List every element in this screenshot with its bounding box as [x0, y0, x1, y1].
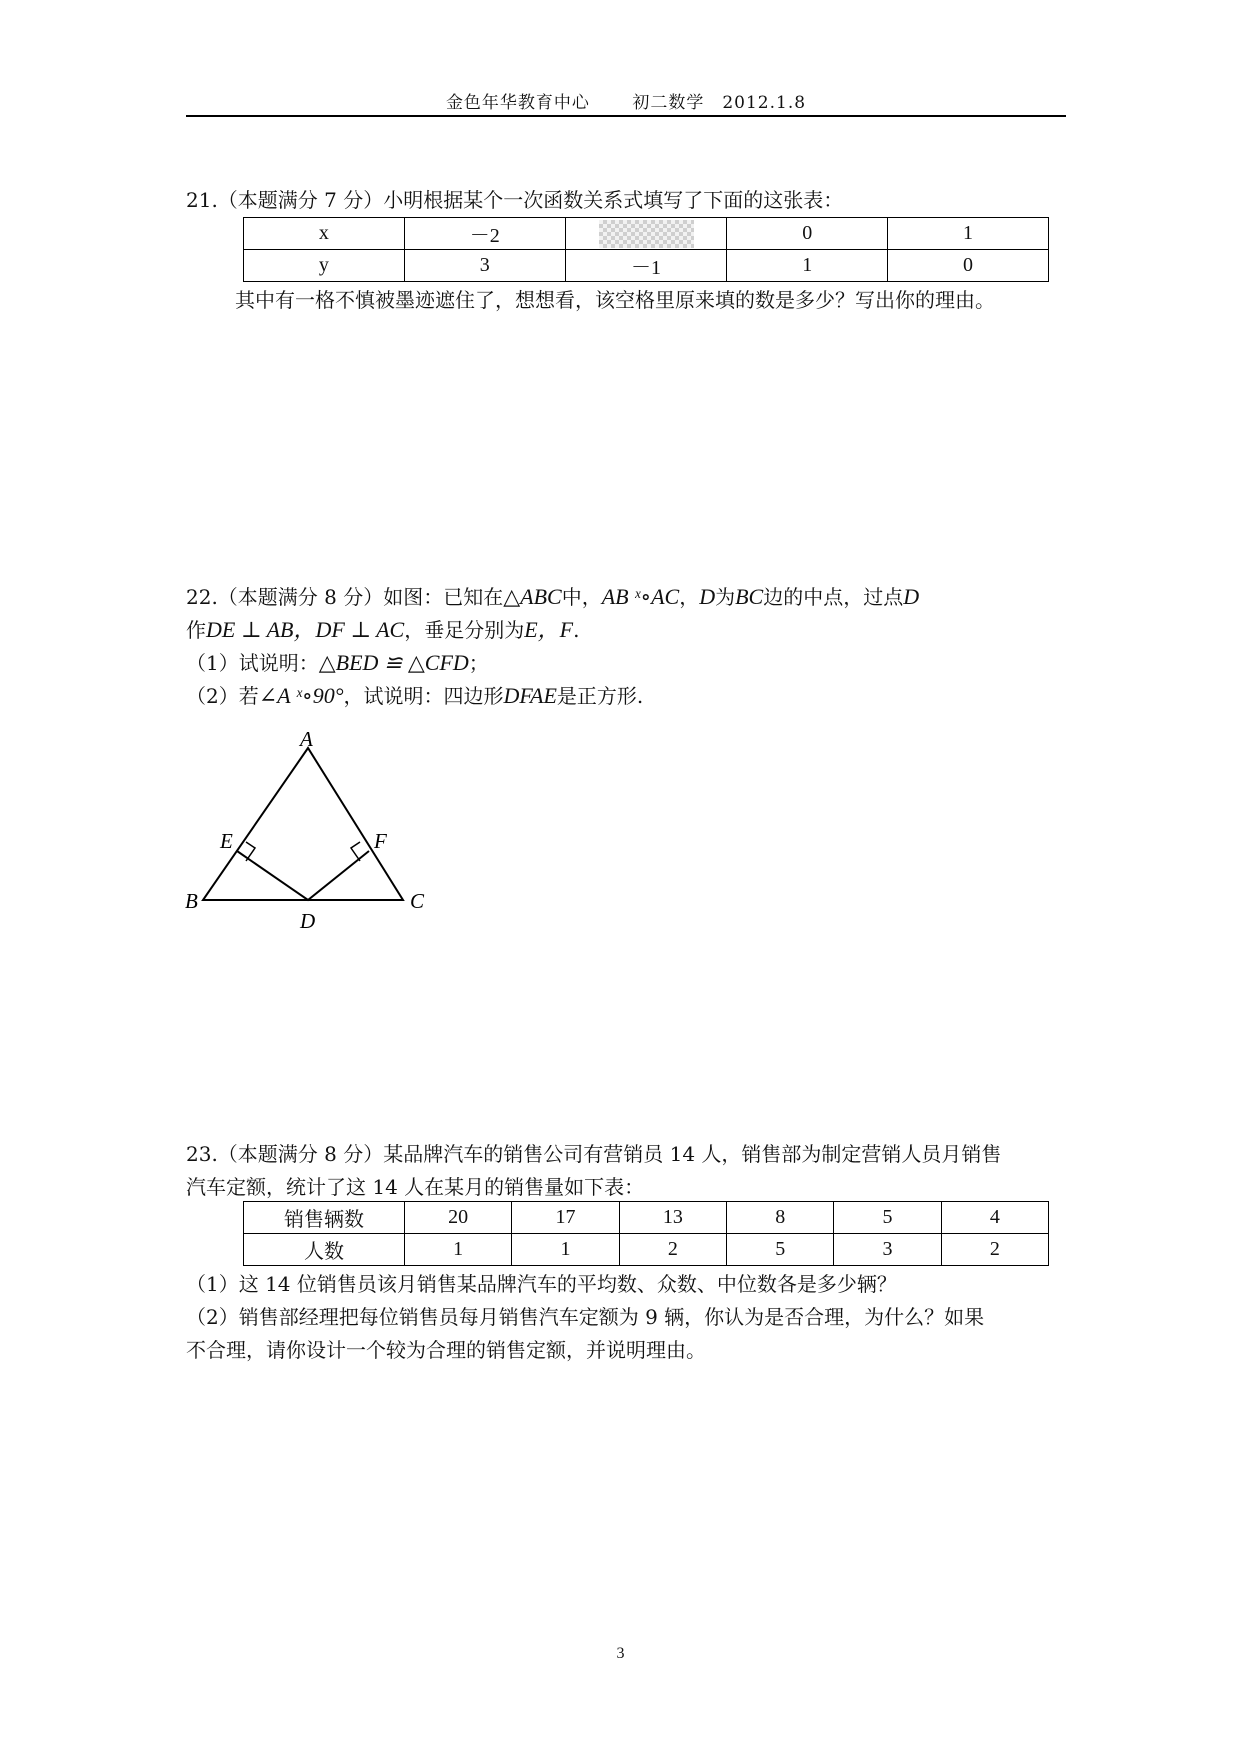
math-perpendiculars: DE ⊥ AB，DF ⊥ AC — [206, 617, 405, 642]
table-cell: 20 — [404, 1202, 511, 1234]
math-triangle-abc: △ABC — [503, 584, 562, 609]
math-congruence: △BED ≌ △CFD — [318, 650, 469, 675]
table-cell: 3 — [404, 250, 565, 282]
q21-table — [243, 217, 1049, 282]
text: 边的中点，过点 — [763, 585, 904, 609]
table-cell: 5 — [834, 1202, 941, 1234]
math-bc: BC — [735, 584, 764, 609]
label-c: C — [410, 889, 425, 913]
table-row — [244, 1202, 1049, 1234]
text: 22.（本题满分 8 分）如图：已知在 — [186, 585, 504, 609]
page-number: 3 — [616, 1645, 625, 1662]
table-cell: －2 — [404, 218, 565, 250]
label-b: B — [185, 889, 198, 913]
text: （1）试说明： — [186, 651, 319, 675]
text: ； — [468, 651, 489, 675]
label-e: E — [220, 829, 233, 853]
text: ，垂足分别为 — [404, 618, 525, 642]
text: . — [573, 618, 580, 642]
table-row — [244, 218, 1049, 250]
table-cell: 1 — [404, 1234, 511, 1266]
right-angle-mark-f — [351, 842, 360, 861]
table-cell: 0 — [888, 250, 1049, 282]
triangle-figure — [180, 728, 440, 948]
q23-stem-line2: 汽车定额，统计了这 14 人在某月的销售量如下表： — [186, 1175, 645, 1199]
q21-stem: 21.（本题满分 7 分）小明根据某个一次函数关系式填写了下面的这张表： — [186, 188, 844, 212]
table-cell: 0 — [727, 218, 888, 250]
text: 是正方形. — [556, 684, 644, 708]
math-ab-ac: AB ˣ∘AC — [601, 584, 680, 609]
table-cell: 3 — [834, 1234, 941, 1266]
table-cell: y — [244, 250, 405, 282]
table-cell: x — [244, 218, 405, 250]
q23-table — [243, 1201, 1049, 1266]
q22-line1 — [186, 580, 1066, 614]
text: ， — [679, 585, 700, 609]
text: （2）若 — [186, 684, 259, 708]
table-cell: －1 — [565, 250, 727, 282]
table-row — [244, 1234, 1049, 1266]
text: ，试说明：四边形 — [343, 684, 504, 708]
q23-stem-line1: 23.（本题满分 8 分）某品牌汽车的销售公司有营销员 14 人，销售部为制定营销人员月销售 — [186, 1142, 1002, 1166]
text: 为 — [715, 585, 736, 609]
table-cell: 2 — [941, 1234, 1048, 1266]
table-cell: 5 — [727, 1234, 834, 1266]
table-cell: 1 — [512, 1234, 619, 1266]
table-cell: 13 — [619, 1202, 726, 1234]
table-cell: 1 — [888, 218, 1049, 250]
page-header: 金色年华教育中心 初二数学 2012.1.8 — [445, 93, 807, 113]
math-d: D — [699, 584, 716, 609]
ink-blot — [599, 220, 694, 248]
math-angle-a: ∠A ˣ∘90° — [258, 683, 344, 708]
text: 作 — [186, 618, 206, 642]
label-f: F — [374, 829, 387, 853]
label-a: A — [300, 728, 313, 751]
q22-part1 — [186, 646, 1066, 680]
text: 中， — [561, 585, 602, 609]
table-cell: 17 — [512, 1202, 619, 1234]
q22-part2 — [186, 679, 1066, 713]
q23-part1: （1）这 14 位销售员该月销售某品牌汽车的平均数、众数、中位数各是多少辆？ — [186, 1272, 897, 1296]
q21-question: 其中有一格不慎被墨迹遮住了，想想看，该空格里原来填的数是多少？写出你的理由。 — [235, 288, 995, 312]
label-d: D — [300, 909, 316, 933]
table-cell: 4 — [941, 1202, 1048, 1234]
table-cell: 人数 — [244, 1234, 405, 1266]
triangle-abc — [203, 748, 403, 900]
math-dfae: DFAE — [503, 683, 557, 708]
ink-blot-cell — [565, 218, 727, 250]
table-cell: 1 — [727, 250, 888, 282]
math-ef: E，F — [524, 617, 574, 642]
perpendiculars-de-df — [237, 851, 369, 900]
right-angle-mark-e — [246, 842, 255, 861]
q22-line2 — [186, 613, 1066, 647]
table-row — [244, 250, 1049, 282]
table-cell: 销售辆数 — [244, 1202, 405, 1234]
math-d: D — [903, 584, 920, 609]
table-cell: 8 — [727, 1202, 834, 1234]
q23-part2-line2: 不合理，请你设计一个较为合理的销售定额，并说明理由。 — [186, 1338, 706, 1362]
q23-part2-line1: （2）销售部经理把每位销售员每月销售汽车定额为 9 辆，你认为是否合理，为什么？如果 — [186, 1305, 985, 1329]
table-cell: 2 — [619, 1234, 726, 1266]
header-rule — [186, 115, 1066, 117]
